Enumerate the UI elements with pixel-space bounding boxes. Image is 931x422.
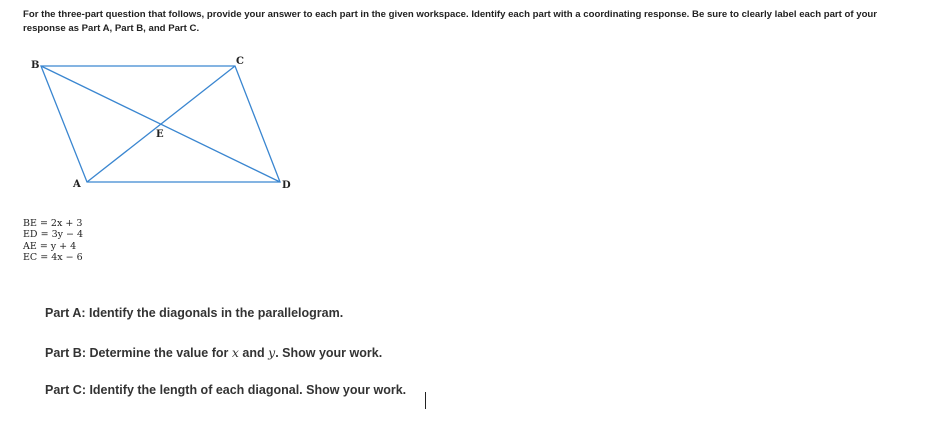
vertex-label-c: C	[236, 56, 244, 67]
part-b-prompt: Part B: Determine the value for x and y. Show your work.	[45, 345, 383, 360]
vertex-label-d: D	[282, 180, 291, 191]
vertex-label-a: A	[73, 179, 81, 190]
diagonal-ac	[87, 66, 235, 182]
intersection-label-e: E	[156, 129, 164, 140]
equation-ae: AE = y + 4	[23, 240, 77, 252]
equation-be: BE = 2x + 3	[23, 218, 83, 229]
equations-list	[23, 218, 83, 264]
part-a-prompt: Part A: Identify the diagonals in the parallelogram.	[45, 306, 344, 320]
text-cursor[interactable]	[425, 392, 426, 409]
question-instructions: For the three-part question that follows, provide your answer to each part in the given workspace. Identify each part with a coordinating response. Be sure to clearly label each part of your response as Part A, Part B, and Part C.	[23, 9, 878, 34]
part-c-prompt: Part C: Identify the length of each diagonal. Show your work.	[45, 383, 407, 397]
equation-ec: EC = 4x − 6	[23, 252, 83, 264]
equation-ed: ED = 3y − 4	[23, 229, 84, 241]
vertex-label-b: B	[31, 60, 40, 71]
